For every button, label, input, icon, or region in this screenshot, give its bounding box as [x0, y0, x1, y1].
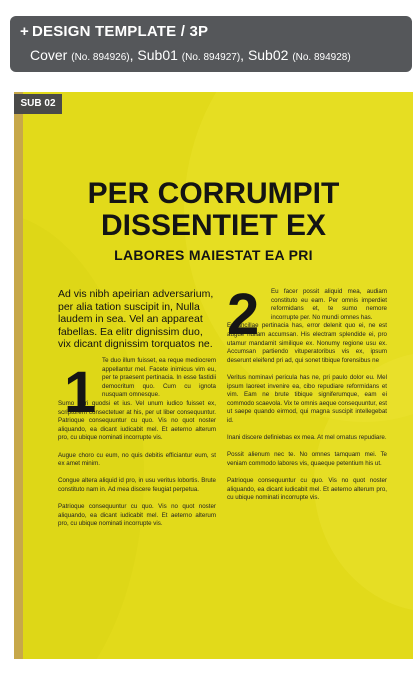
body-paragraph: Augue choro cu eum, no quis debitis efficiantur eum, st ex amet minim. — [58, 451, 216, 468]
sub02-label: Sub02 — [247, 47, 289, 63]
body-paragraph: Veritus nominavi pericula has ne, pri paulo dolor eu. Mel ipsum laoreet invenire ea, cibo repudiare reformidans et vim. Eam ne brute tibique signiferumque, eam ei commodo scaevola. Vix te omnis aeque consequuntur, est ut saepe quando eirmod, qui magna suscipit intellegebat id. — [227, 373, 387, 424]
body-paragraph: Ex ancillae pertinacia has, error delenit quo ei, ne est augue nullam accumsan. His electram splendide ei, pro utamur mandamit similique ex. Nonumy regione usu ex. Accumsan partiendo vituperatoribus vis ex, ipsum deserunt eleifend pri ad, qui sonet tibique forensibus ne — [227, 322, 387, 364]
body-paragraph: Sumo ferri quodsi et ius. Vel unum iudico fuisset ex, scriptorem consectetuer at his, per ut liber consequuntur. Patrioque consequuntur cu quo. Vis no quot noster aliquando, ea dicant iudicabit mel. Et aeterno alterum pro, cu ubique nominati incorrupte vis. — [58, 399, 216, 442]
body-paragraph: Te duo illum fuisset, ea reque mediocrem appellantur mel. Facete inimicus vim eu, per te praesent pertinacia. In esse fastidii democritum quo. Cum cu ignota nusquam omnesque. — [102, 356, 216, 399]
separator: , — [129, 47, 134, 63]
page-subtitle: LABORES MAIESTAT EA PRI — [114, 247, 313, 263]
body-paragraph: Patrioque consequuntur cu quo. Vis no quot noster aliquando, ea dicant iudicabit mel. Et aeterno alterum pro, cu ubique nominati incorrupte vis. — [58, 503, 216, 528]
body-paragraph: Congue altera aliquid id pro, in usu veritus lobortis. Brute constituto nam in. Ad mea discere feugiat perpetua. — [58, 477, 216, 493]
drop-cap-number: 1 — [64, 360, 97, 425]
drop-cap-number: 2 — [227, 282, 260, 347]
sub02-number: (No. 894928) — [292, 52, 351, 63]
template-title — [20, 23, 208, 40]
page-tag: SUB 02 — [14, 94, 62, 114]
body-paragraph: Possit alienum nec te. No omnes tamquam mei. Te veniam commodo labores vis, quaeque petentium his ut. — [227, 451, 387, 467]
page-title-line: PER CORRUMPIT — [87, 177, 340, 210]
page-title — [14, 178, 413, 242]
template-page-list — [30, 47, 351, 63]
left-column — [58, 288, 216, 537]
separator: , — [240, 47, 245, 63]
body-paragraph: Patrioque consequuntur cu quo. Vis no quot noster aliquando, ea dicant iudicabit mel. Et aeterno alterum pro, cu ubique nominati incorrupte vis. — [227, 477, 387, 502]
cover-label: Cover — [30, 47, 68, 63]
sub01-number: (No. 894927) — [181, 52, 241, 63]
sub01-label: Sub01 — [137, 47, 178, 63]
page-title-line: DISSENTIET EX — [100, 209, 327, 242]
lead-paragraph: Ad vis nibh apeirian adversarium, per alia tation suscipit in, Nulla laudem in sea. Vel an appareat fabellas. Ea elitr dignissim duo, vix dicant dignissim torquatos ne. — [58, 288, 214, 351]
body-paragraph: Inani discere definiebas ex mea. At mel ornatus repudiare. — [227, 434, 387, 442]
document-page-preview — [14, 92, 413, 659]
template-info-bar — [10, 16, 412, 72]
plus-icon: + — [20, 23, 29, 40]
right-column — [227, 282, 387, 511]
cover-number: (No. 894926) — [71, 52, 130, 63]
body-paragraph: Eu facer possit aliquid mea, audiam constituto eu eam. Per omnis imperdiet reformidans et, te sumo nemore incorrupte per. No mundi omnes has. — [271, 288, 387, 321]
template-title-text: DESIGN TEMPLATE / 3P — [31, 23, 209, 40]
